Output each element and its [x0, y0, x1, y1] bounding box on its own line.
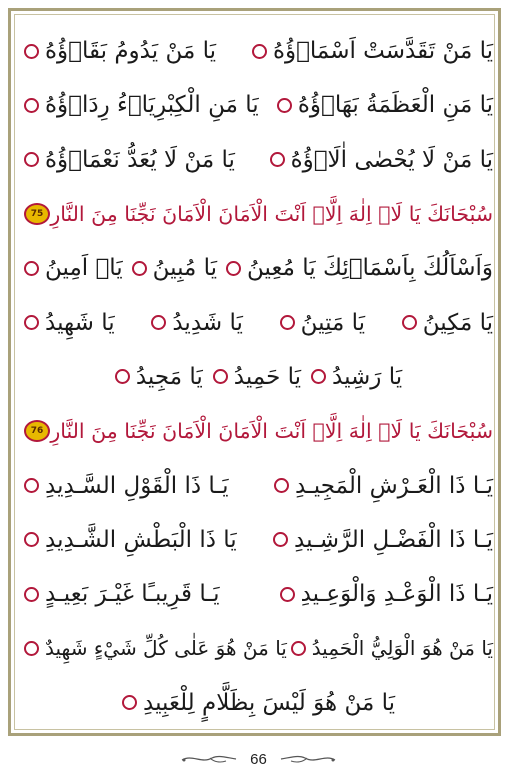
invocation-text: يَا مَنْ لَا يُحْصٰى اٰلَاۤؤُهُ	[290, 146, 493, 173]
ornament-left-icon	[279, 752, 337, 766]
text-line	[24, 621, 493, 675]
invocation-segment	[115, 364, 203, 390]
invocation-text: يَا شَهِيدُ	[45, 309, 115, 336]
verse-separator-icon	[280, 587, 295, 602]
invocation-text: يَا رَشِيدُ	[332, 363, 403, 390]
invocation-text: يَـا ذَا الْفَضْـلِ الرَّشِـيدِ	[294, 526, 493, 553]
invocation-segment	[122, 690, 395, 716]
invocation-text: يَـا ذَا الْعَـرْشِ الْمَجِيـدِ	[294, 472, 493, 499]
refrain-text: سُبْحَانَكَ يَا لَاۤ اِلٰهَ اِلَّاۤ اَنْتَ الْاَمَانَ الْاَمَانَ نَجِّنَا مِنَ النَّارِ	[50, 419, 493, 444]
invocation-segment	[132, 255, 217, 281]
invocation-segment	[270, 147, 493, 173]
verse-separator-icon	[213, 369, 228, 384]
invocation-segment	[24, 255, 123, 281]
refrain-line	[24, 187, 493, 241]
invocation-segment	[273, 527, 493, 553]
invocation-text: يَـا قَرِيبـًا غَيْـرَ بَعِيـدٍ	[45, 581, 220, 608]
verse-separator-icon	[226, 261, 241, 276]
verse-separator-icon	[280, 315, 295, 330]
verse-separator-icon	[311, 369, 326, 384]
invocation-segment	[24, 473, 229, 499]
invocation-segment	[280, 310, 365, 336]
invocation-text: يَا ذَا الْبَطْشِ الشَّـدِيدِ	[45, 526, 237, 553]
refrain-text: سُبْحَانَكَ يَا لَاۤ اِلٰهَ اِلَّاۤ اَنْتَ الْاَمَانَ الْاَمَانَ نَجِّنَا مِنَ النَّارِ	[50, 202, 493, 227]
invocation-text: يَا مَتِينُ	[300, 309, 366, 336]
text-line	[24, 295, 493, 349]
verse-separator-icon	[274, 478, 289, 493]
verse-separator-icon	[277, 98, 292, 113]
invocation-text: يَا حَمِيدُ	[233, 363, 302, 390]
invocation-segment	[24, 310, 115, 336]
verse-separator-icon	[402, 315, 417, 330]
verse-separator-icon	[24, 641, 39, 656]
invocation-segment	[291, 636, 493, 660]
invocation-text: يَا مَنْ تَقَدَّسَتْ اَسْمَاۤؤُهُ	[272, 38, 493, 65]
invocation-text: يَا مَنْ يَدُومُ بَقَاۤؤُهُ	[45, 38, 216, 65]
verse-separator-icon	[252, 44, 267, 59]
verse-separator-icon	[24, 44, 39, 59]
text-line	[24, 458, 493, 512]
verse-separator-icon	[24, 152, 39, 167]
text-line	[24, 241, 493, 295]
invocation-segment	[151, 310, 243, 336]
invocation-text: يَـا ذَا الْقَوْلِ السَّـدِيدِ	[45, 472, 229, 499]
invocation-text: يَا مَنِ الْعَظَمَةُ بَهَاۤؤُهُ	[297, 92, 493, 119]
ornament-right-icon	[180, 752, 238, 766]
text-line	[24, 350, 493, 404]
invocation-text: يَا مَنْ هُوَ الْوَلِيُّ الْحَمِيدُ	[311, 636, 493, 661]
invocation-segment	[24, 527, 237, 553]
verse-separator-icon	[151, 315, 166, 330]
text-line	[24, 24, 493, 78]
verse-separator-icon	[291, 641, 306, 656]
verse-separator-icon	[24, 478, 39, 493]
invocation-segment	[277, 92, 493, 118]
verse-separator-icon	[132, 261, 147, 276]
invocation-text: يَا مَنْ هُوَ لَيْسَ بِظَلَّامٍ لِلْعَبِيدِ	[143, 689, 395, 716]
verse-separator-icon	[122, 695, 137, 710]
invocation-text: وَاَسْاَلُكَ بِاَسْمَاۤئِكَ يَا مُعِينُ	[247, 255, 493, 282]
invocation-text: يَـا ذَا الْوَعْـدِ وَالْوَعِـيدِ	[300, 581, 493, 608]
text-line	[24, 133, 493, 187]
invocation-segment	[252, 38, 493, 64]
invocation-text: يَا مَنْ لَا يُعَدُّ نَعْمَاۤؤُهُ	[45, 146, 235, 173]
invocation-segment	[274, 473, 493, 499]
text-line	[24, 567, 493, 621]
text-line	[24, 676, 493, 730]
text-block	[24, 24, 493, 730]
invocation-segment	[311, 364, 402, 390]
invocation-text: يَا مُبِينُ	[152, 255, 218, 282]
verse-separator-icon	[24, 315, 39, 330]
text-line	[24, 513, 493, 567]
page-number: 66	[250, 750, 267, 768]
invocation-segment	[24, 38, 216, 64]
invocation-text: يَا مَكِينُ	[422, 309, 493, 336]
verse-separator-icon	[24, 532, 39, 547]
verse-separator-icon	[273, 532, 288, 547]
verse-separator-icon	[24, 98, 39, 113]
invocation-text: يَا شَدِيدُ	[172, 309, 243, 336]
invocation-segment	[280, 581, 493, 607]
verse-separator-icon	[24, 261, 39, 276]
invocation-text: يَا مَجِيدُ	[135, 363, 203, 390]
invocation-segment	[24, 581, 220, 607]
invocation-segment	[24, 92, 259, 118]
page-footer	[0, 745, 517, 773]
invocation-segment	[24, 147, 235, 173]
invocation-text: يَا مَنِ الْكِبْرِيَاۤءُ رِدَاۤؤُهُ	[45, 92, 259, 119]
invocation-segment	[213, 364, 301, 390]
verse-number-badge: 76	[24, 420, 50, 442]
verse-separator-icon	[270, 152, 285, 167]
invocation-segment	[402, 310, 493, 336]
invocation-text: يَا مَنْ هُوَ عَلٰى كُلِّ شَيْءٍ شَهِيدٌ	[45, 636, 287, 661]
verse-separator-icon	[115, 369, 130, 384]
invocation-segment	[24, 636, 287, 660]
refrain-line	[24, 404, 493, 458]
invocation-text: يَاۤ اَمِينُ	[45, 255, 123, 282]
verse-separator-icon	[24, 587, 39, 602]
invocation-segment	[226, 255, 493, 281]
text-line	[24, 78, 493, 132]
verse-number-badge: 75	[24, 203, 50, 225]
